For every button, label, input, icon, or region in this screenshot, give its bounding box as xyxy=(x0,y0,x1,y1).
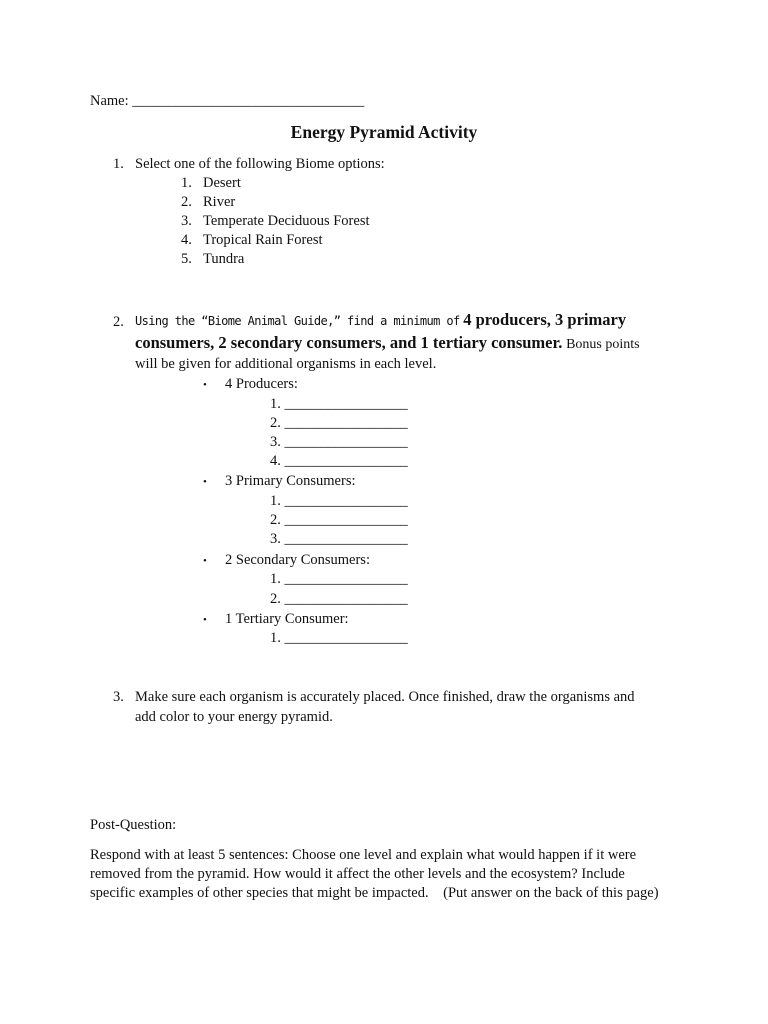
producer-blank-3[interactable]: 3. _________________ xyxy=(270,434,408,450)
bullet-icon: • xyxy=(203,476,207,488)
q2-bold-1: 4 producers, 3 primary xyxy=(463,310,627,329)
biome-option-rain-forest: Tropical Rain Forest xyxy=(203,232,323,248)
group-producers: 4 Producers: xyxy=(225,376,298,392)
q3-number: 3. xyxy=(113,689,124,705)
q2-line3: will be given for additional organisms in each level. xyxy=(135,356,437,372)
q2-bold-2: consumers, 2 secondary consumers, and 1 tertiary consumer. xyxy=(135,333,563,352)
secondary-blank-1[interactable]: 1. _________________ xyxy=(270,571,408,587)
primary-blank-2[interactable]: 2. _________________ xyxy=(270,512,408,528)
biome-option-river: River xyxy=(203,194,236,210)
q2-line2 xyxy=(135,333,640,354)
q1-number: 1. xyxy=(113,156,124,172)
biome-option-desert: Desert xyxy=(203,175,241,191)
biome-option-num: 5. xyxy=(181,251,192,267)
secondary-blank-2[interactable]: 2. _________________ xyxy=(270,591,408,607)
group-tertiary-consumer: 1 Tertiary Consumer: xyxy=(225,611,349,627)
producer-blank-1[interactable]: 1. _________________ xyxy=(270,396,408,412)
biome-option-num: 2. xyxy=(181,194,192,210)
producer-blank-2[interactable]: 2. _________________ xyxy=(270,415,408,431)
post-question-line2: removed from the pyramid. How would it affect the other levels and the ecosystem? Include xyxy=(90,866,625,882)
bullet-icon: • xyxy=(203,555,207,567)
post-question-heading: Post-Question: xyxy=(90,817,177,833)
biome-option-tundra: Tundra xyxy=(203,251,245,267)
biome-option-temperate-forest: Temperate Deciduous Forest xyxy=(203,213,370,229)
tertiary-blank-1[interactable]: 1. _________________ xyxy=(270,630,408,646)
post-question-line3: specific examples of other species that might be impacted. (Put answer on the back of this page) xyxy=(90,885,659,901)
q2-intro: Using the “Biome Animal Guide,” find a minimum of xyxy=(135,314,460,328)
group-primary-consumers: 3 Primary Consumers: xyxy=(225,473,356,489)
q2-number: 2. xyxy=(113,314,124,330)
bullet-icon: • xyxy=(203,614,207,626)
q3-line2: add color to your energy pyramid. xyxy=(135,709,333,725)
primary-blank-1[interactable]: 1. _________________ xyxy=(270,493,408,509)
q3-line1: Make sure each organism is accurately placed. Once finished, draw the organisms and xyxy=(135,689,635,705)
name-field[interactable]: Name: ________________________________ xyxy=(90,93,365,109)
biome-option-num: 1. xyxy=(181,175,192,191)
page-title: Energy Pyramid Activity xyxy=(290,122,478,142)
group-secondary-consumers: 2 Secondary Consumers: xyxy=(225,552,370,568)
q1-text: Select one of the following Biome options: xyxy=(135,156,385,172)
bullet-icon: • xyxy=(203,379,207,391)
q2-line1 xyxy=(135,310,626,331)
primary-blank-3[interactable]: 3. _________________ xyxy=(270,531,408,547)
biome-option-num: 3. xyxy=(181,213,192,229)
producer-blank-4[interactable]: 4. _________________ xyxy=(270,453,408,469)
biome-option-num: 4. xyxy=(181,232,192,248)
post-question-line1: Respond with at least 5 sentences: Choose one level and explain what would happen if it were xyxy=(90,847,637,863)
q2-bonus: Bonus points xyxy=(566,337,640,352)
